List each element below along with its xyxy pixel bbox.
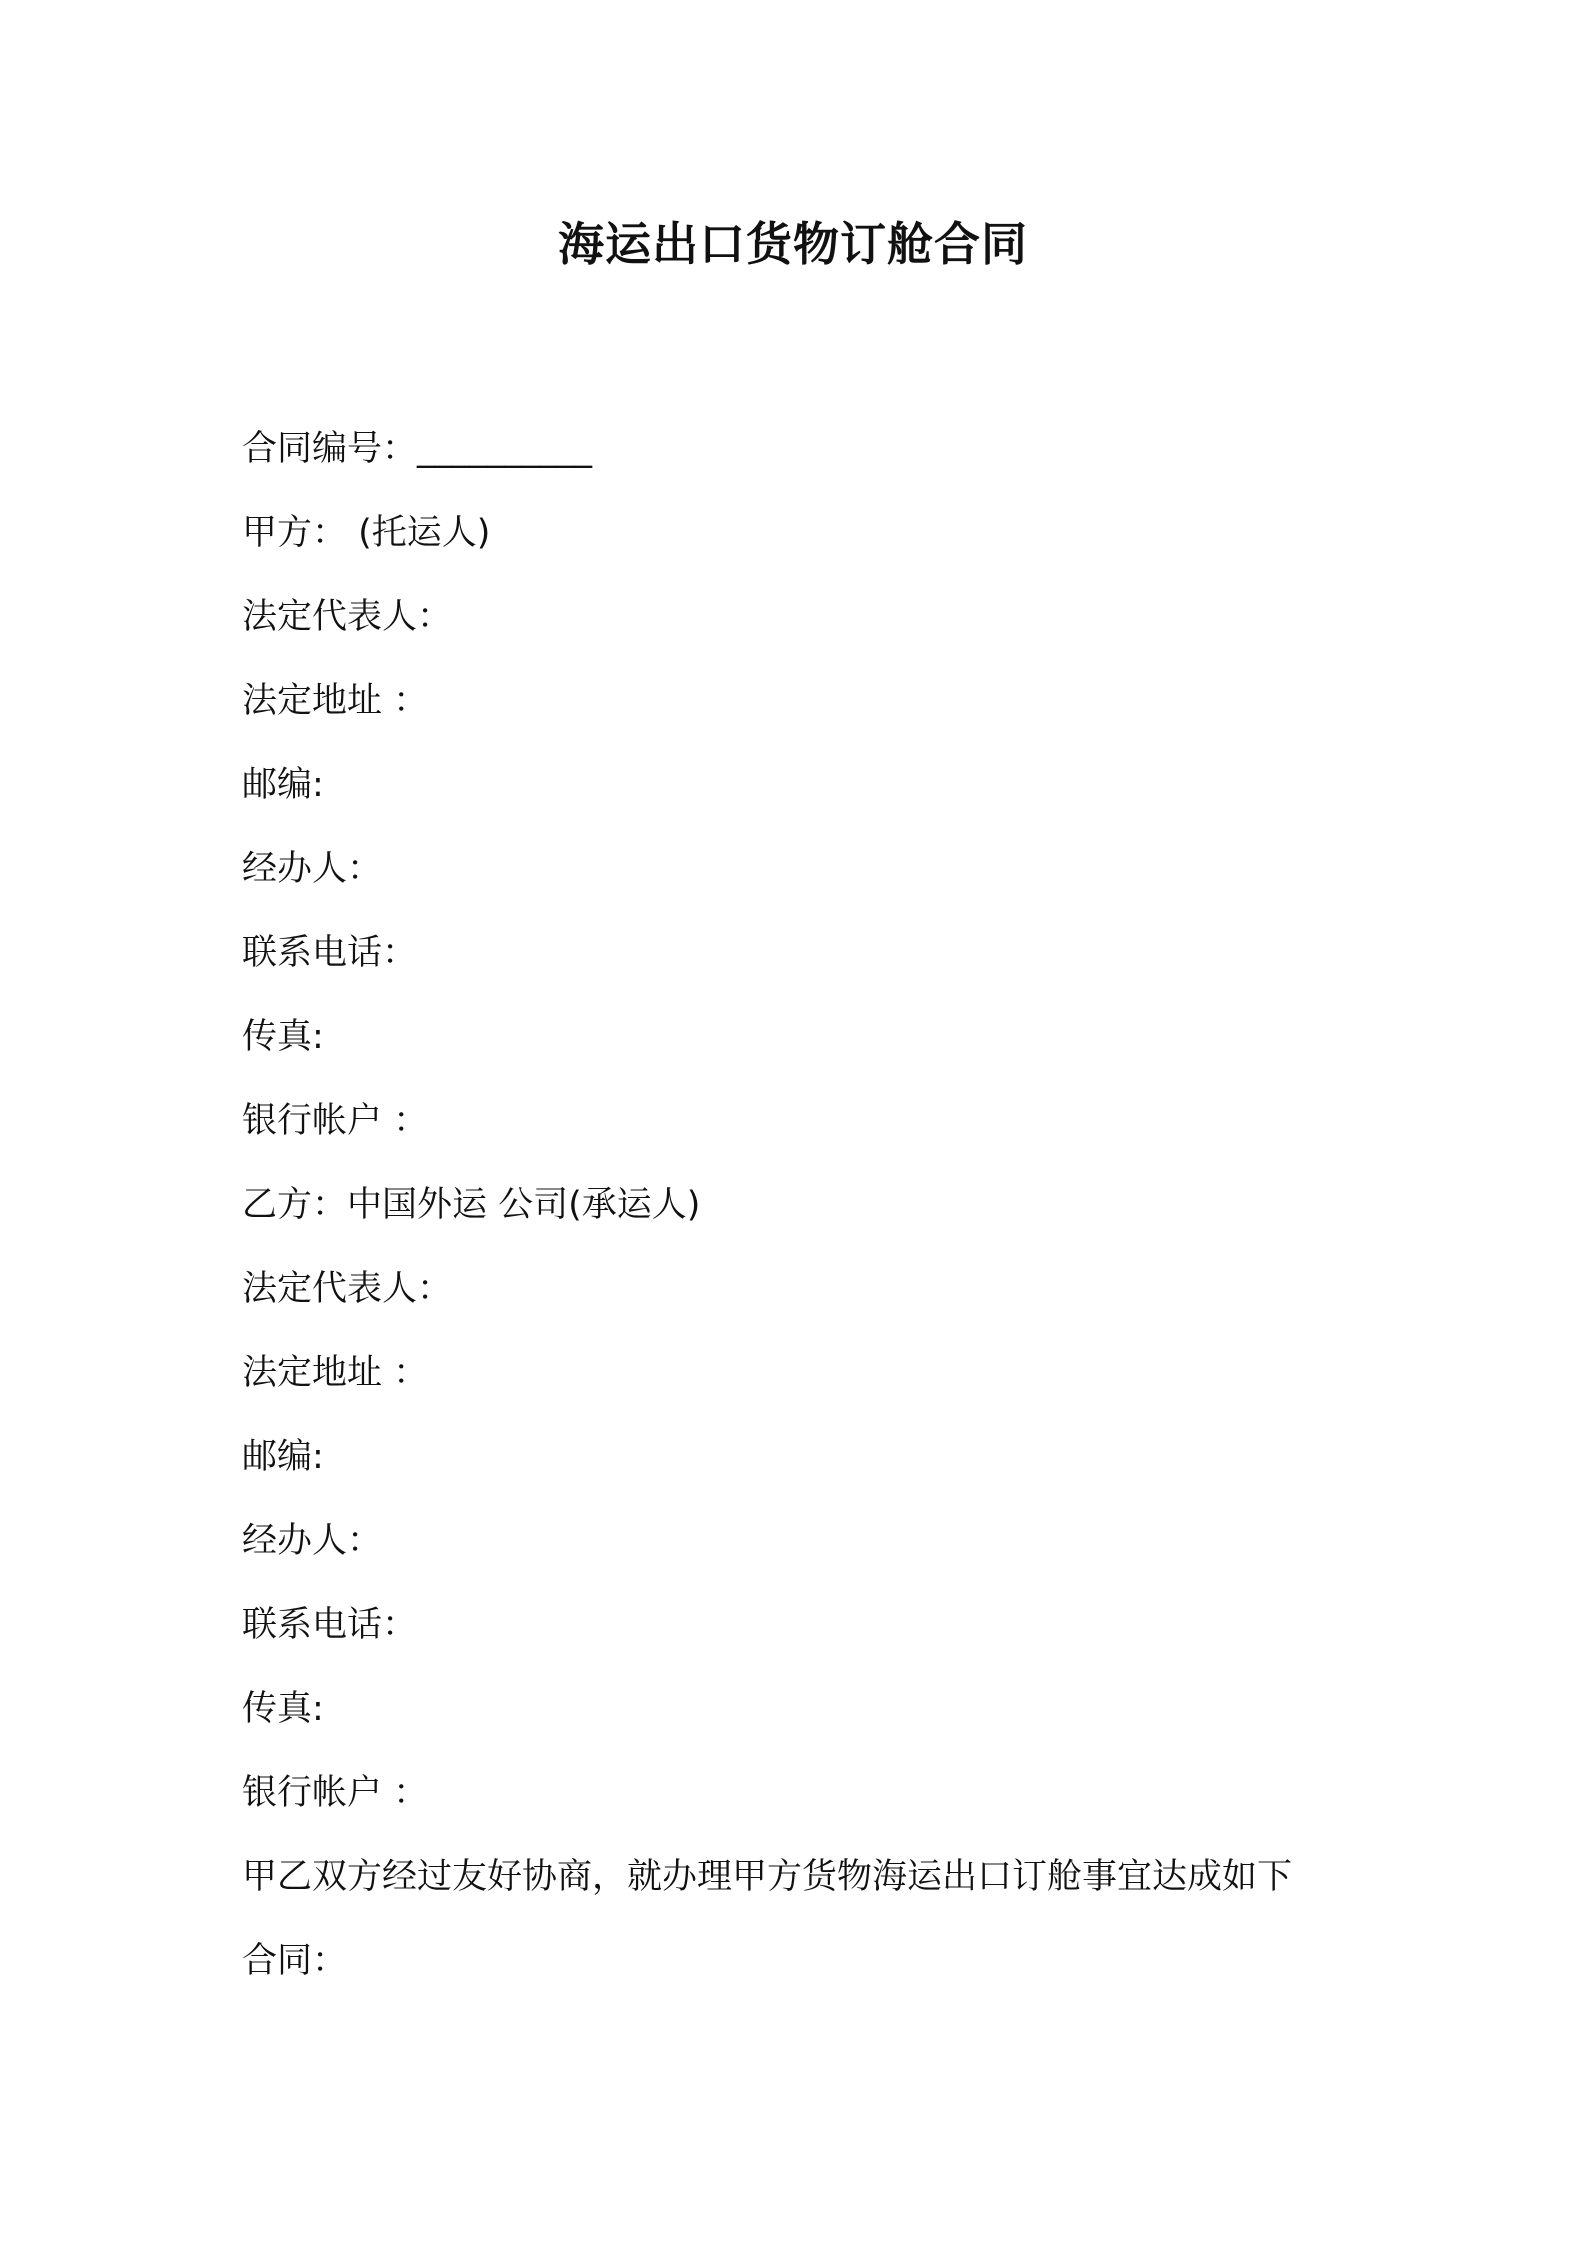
party-a-bank-account-line: 银行帐户 ： <box>242 1101 429 1141</box>
party-b-legal-address-line: 法定地址 ： <box>242 1353 429 1393</box>
party-a-legal-rep-line: 法定代表人： <box>242 597 453 637</box>
document-title: 海运出口货物订舱合同 <box>558 217 1028 271</box>
party-b-phone-line: 联系电话： <box>242 1605 418 1645</box>
party-a-handler-line: 经办人： <box>242 849 383 889</box>
party-b-postcode-line: 邮编: <box>242 1437 324 1477</box>
party-b-bank-account-line: 银行帐户 ： <box>242 1773 429 1813</box>
agreement-statement-line: 甲乙双方经过友好协商，就办理甲方货物海运出口订舱事宜达成如下 <box>242 1857 1293 1897</box>
party-a-legal-address-line: 法定地址 ： <box>242 681 429 721</box>
party-b-legal-rep-line: 法定代表人： <box>242 1269 453 1309</box>
party-b-fax-line: 传真: <box>242 1689 324 1729</box>
party-a-fax-line: 传真: <box>242 1017 324 1057</box>
document-body <box>242 407 1362 2003</box>
party-a-line: 甲方： (托运人) <box>242 513 491 553</box>
party-b-line: 乙方：中国外运 公司(承运人) <box>242 1185 701 1225</box>
party-b-handler-line: 经办人： <box>242 1521 383 1561</box>
agreement-statement-continuation-line: 合同： <box>242 1941 348 1981</box>
party-a-phone-line: 联系电话： <box>242 933 418 973</box>
party-a-postcode-line: 邮编: <box>242 765 324 805</box>
contract-number-line: 合同编号：__________ <box>242 429 593 469</box>
